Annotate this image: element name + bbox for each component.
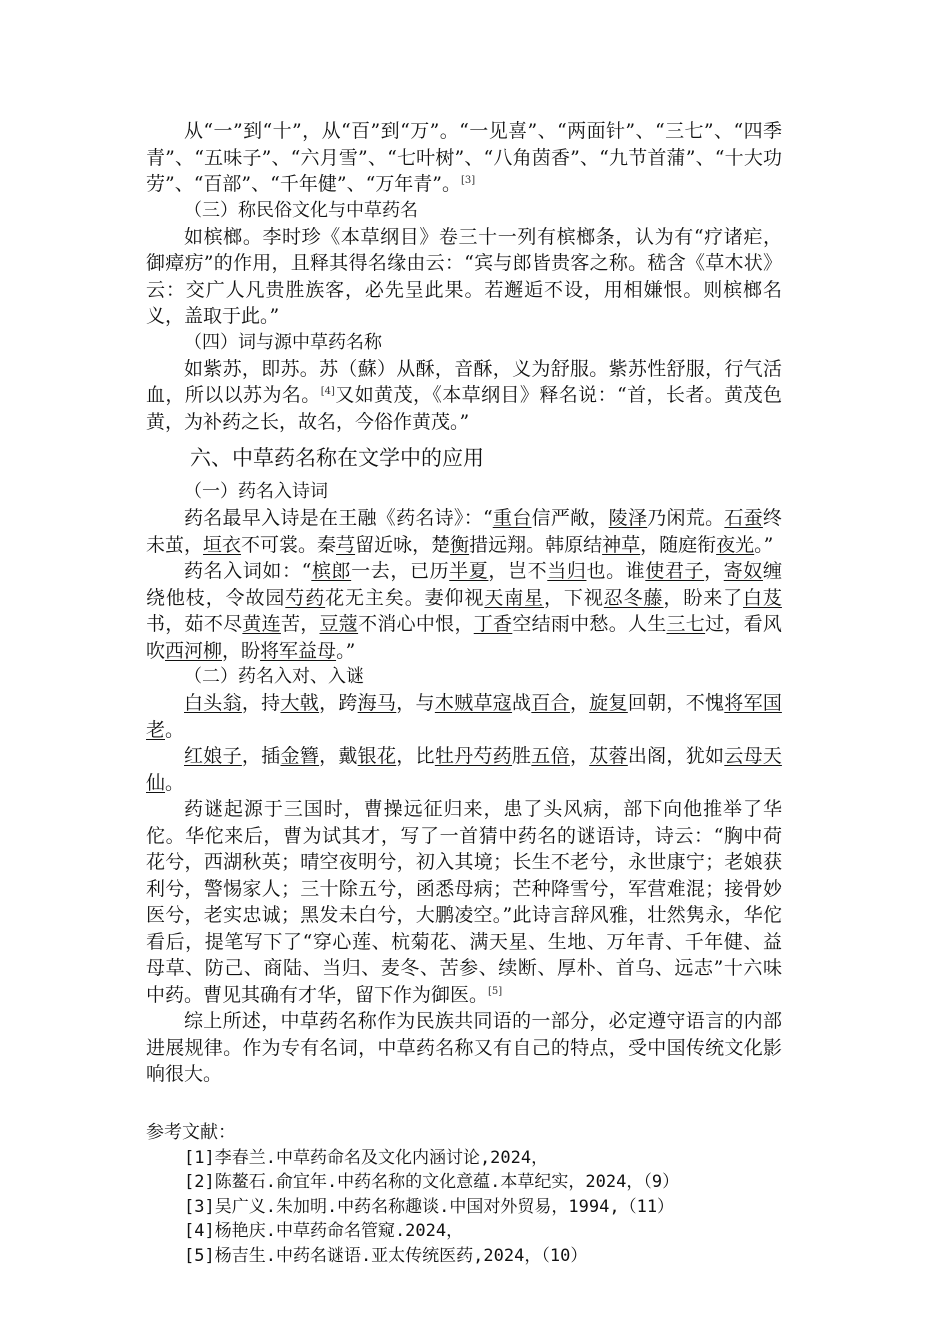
paragraph-couplet-1 [146,690,782,743]
paragraph-binglang: 如槟榔。李时珍《本草纲目》卷三十一列有槟榔条，认为有“疗诸疟，御瘴疠”的作用，且释其得名缘由云：“宾与郎皆贵客之称。嵇含《草木状》云：交广人凡贵胜族客，必先呈此果。若邂逅不设，用相嫌恨。则槟榔名义，盖取于此。” [146,225,782,327]
herb-name: 木贼草寇 [434,692,513,714]
plain-text: 书，茹不尽 [146,613,243,635]
citation-marker: [4] [320,386,335,397]
plain-text: 花无主矣。妻仰视 [325,586,485,609]
herb-name: 西河柳 [165,639,223,662]
herb-name: 五倍 [531,745,570,767]
reference-list [146,1146,782,1269]
plain-text: ，岂不 [488,560,548,582]
reference-item: [2]陈鳌石.俞宜年.中药名称的文化意蕴.本草纪实，2024，（9） [184,1172,680,1193]
herb-name: 当归 [547,560,587,582]
herb-name: 槟郎 [311,560,352,582]
plain-text: ，盼 [222,639,261,662]
herb-name: 垣衣 [203,533,242,556]
plain-text: 过，看风吹 [146,613,782,662]
paragraph-couplet-2 [146,743,782,796]
plain-text: ，插 [241,745,281,767]
herb-name: 衡 [450,533,470,556]
herb-name: 神草 [602,533,641,556]
herb-name: 石蚕 [724,507,763,529]
paragraph-text: 药名最早入诗是在王融《药名诗》：“ [184,507,493,529]
plain-text: 。 [165,718,185,741]
plain-text: ， [704,560,724,582]
plain-text: ，戴 [319,745,358,767]
herb-name: 金簪 [280,745,320,767]
herb-name: 海马 [357,692,397,714]
herb-name: 红娘子 [184,745,242,767]
plain-text: ， [569,692,590,714]
herb-name: 百合 [531,692,570,714]
subheading-poetry: （一）药名入诗词 [184,481,328,502]
plain-text: ， [569,745,590,767]
herb-name: 将军国老 [146,692,782,741]
paragraph-poem [146,505,782,558]
plain-text: ，下视 [544,586,604,609]
herb-name: 陵泽 [608,507,648,529]
herb-name: 大戟 [280,692,320,714]
plain-text: ，比 [396,745,435,767]
document-body [146,118,782,1268]
plain-text: 留近咏，楚 [355,533,451,556]
plain-text: 缠绕他枝，令故园 [146,560,782,609]
plain-text: 一去，已历 [351,560,450,582]
citation-marker: [5] [488,985,503,997]
herb-name: 半夏 [449,560,489,582]
paragraph-riddle [146,796,782,1008]
herb-name: 云母天仙 [146,745,782,794]
plain-text: ，与 [396,692,435,714]
citation-marker: [3] [461,175,476,186]
paragraph-zisu [146,356,782,436]
plain-text: 信严敞， [531,507,609,529]
section-heading-literature: 六、中草药名称在文学中的应用 [190,446,484,470]
herb-name: 将军益母 [260,639,337,662]
herb-name: 豆蔻 [319,613,359,635]
herb-name: 芍药 [285,586,326,609]
herb-name: 白头翁 [184,692,242,714]
paragraph-text: 药谜起源于三国时，曹操远征归来，患了头风病，部下向他推举了华佗。华佗来后，曹为试其才，写了一首猜中药名的谜语诗，诗云：“胸中荷花兮，西湖秋英；晴空夜明兮，初入其境；长生不老兮，永世康宁；老娘获利兮，警惕家人；三十除五兮，函悉母病；芒种降雪兮，军营难混；接骨妙医兮，老实忠诚；黑发未白兮，大鹏凌空。”此诗言辞风雅，壮然隽永，华佗看后，提笔写下了“穿心莲、杭菊花、满天星、生地、万年青、千年健、益母草、防己、商陆、当归、麦冬、苦参、续断、厚朴、首乌、远志”十六味中药。曹见其确有才华，留下作为御医。 [146,798,782,1006]
herb-segments [146,745,782,794]
herb-name: 苁蓉 [589,745,628,767]
plain-text: ，持 [241,692,281,714]
plain-text: 回朝，不愧 [627,692,725,714]
plain-text: ，盼来了 [663,586,744,609]
plain-text: 。” [754,533,774,556]
plain-text: 战 [512,692,532,714]
herb-name: 三七 [666,613,706,635]
plain-text: 乃闲荒。 [647,507,725,529]
subheading-couplets-riddles: （二）药名入对、入谜 [184,666,364,687]
paragraph-ci [146,558,782,664]
herb-name: 白芨 [743,586,782,609]
subheading-folk-culture: （三）称民俗文化与中草药名 [184,199,418,221]
plain-text: ，随庭衔 [640,533,717,556]
plain-text: 胜 [512,745,532,767]
plain-text: ，跨 [319,692,358,714]
reference-item: [4]杨艳庆.中草药命名管窥.2024， [184,1221,464,1242]
plain-text: 空结雨中愁。人生 [512,613,667,635]
herb-name: 夜光 [716,533,755,556]
herb-name: 黄连 [242,613,281,635]
paragraph-text: 药名入词如：“ [184,560,312,582]
herb-name: 天南星 [484,586,545,609]
herb-name: 丁香 [473,613,513,635]
plain-text: 终未茧， [146,507,782,556]
herb-name: 牡丹芍药 [434,745,513,767]
subheading-word-origin: （四）词与源中草药名称 [184,331,382,353]
paragraph-numbers [146,118,782,198]
paragraph-text: 从“一”到“十”，从“百”到“万”。“一见喜”、“两面针”、“三七”、“四季青”、“五味子”、“六月雪”、“七叶树”、“八角茵香”、“九节首蒲”、“十大功劳”、“百部”、“千年健”、“万年青”。 [146,120,782,195]
plain-text: 也。谁 [586,560,646,582]
herb-name: 旋复 [589,692,628,714]
herb-name: 重台 [492,507,532,529]
paragraph-text: 如紫苏，即苏。苏（蘇）从酥，音酥，义为舒服。紫苏性舒服，行气活血，所以以苏为名。 [146,357,782,406]
herb-name: 银花 [357,745,397,767]
herb-name: 寄奴 [723,560,763,582]
plain-text: 。” [336,639,356,662]
reference-item: [1]李春兰.中草药命名及文化内涵讨论,2024， [184,1147,549,1168]
reference-item: [3]吴广义.朱加明.中药名称趣谈.中国对外贸易，1994,（11） [184,1196,675,1217]
paragraph-text: 又如黄茂，《本草纲目》释名说：“首，长者。黄茂色黄，为补药之长，故名，今俗作黄茂。” [146,384,782,433]
herb-segments [146,692,782,741]
plain-text: 不可裳。秦 [241,533,337,556]
plain-text: 苦， [280,613,320,635]
references-title: 参考文献： [146,1121,236,1143]
plain-text: 出阁，犹如 [627,745,725,767]
herb-name: 使君子 [645,560,705,582]
reference-item: [5]杨吉生.中药名谜语.亚太传统医药,2024，（10） [184,1245,588,1266]
herb-name: 忍冬藤 [603,586,664,609]
plain-text: 。 [165,771,185,794]
plain-text: 不消心中恨， [358,613,474,635]
paragraph-summary: 综上所述，中草药名称作为民族共同语的一部分，必定遵守语言的内部进展规律。作为专有名词，中草药名称又有自己的特点，受中国传统文化影响很大。 [146,1010,782,1085]
herb-name: 芎 [336,533,356,556]
plain-text: 措远翔。韩原结 [469,533,603,556]
